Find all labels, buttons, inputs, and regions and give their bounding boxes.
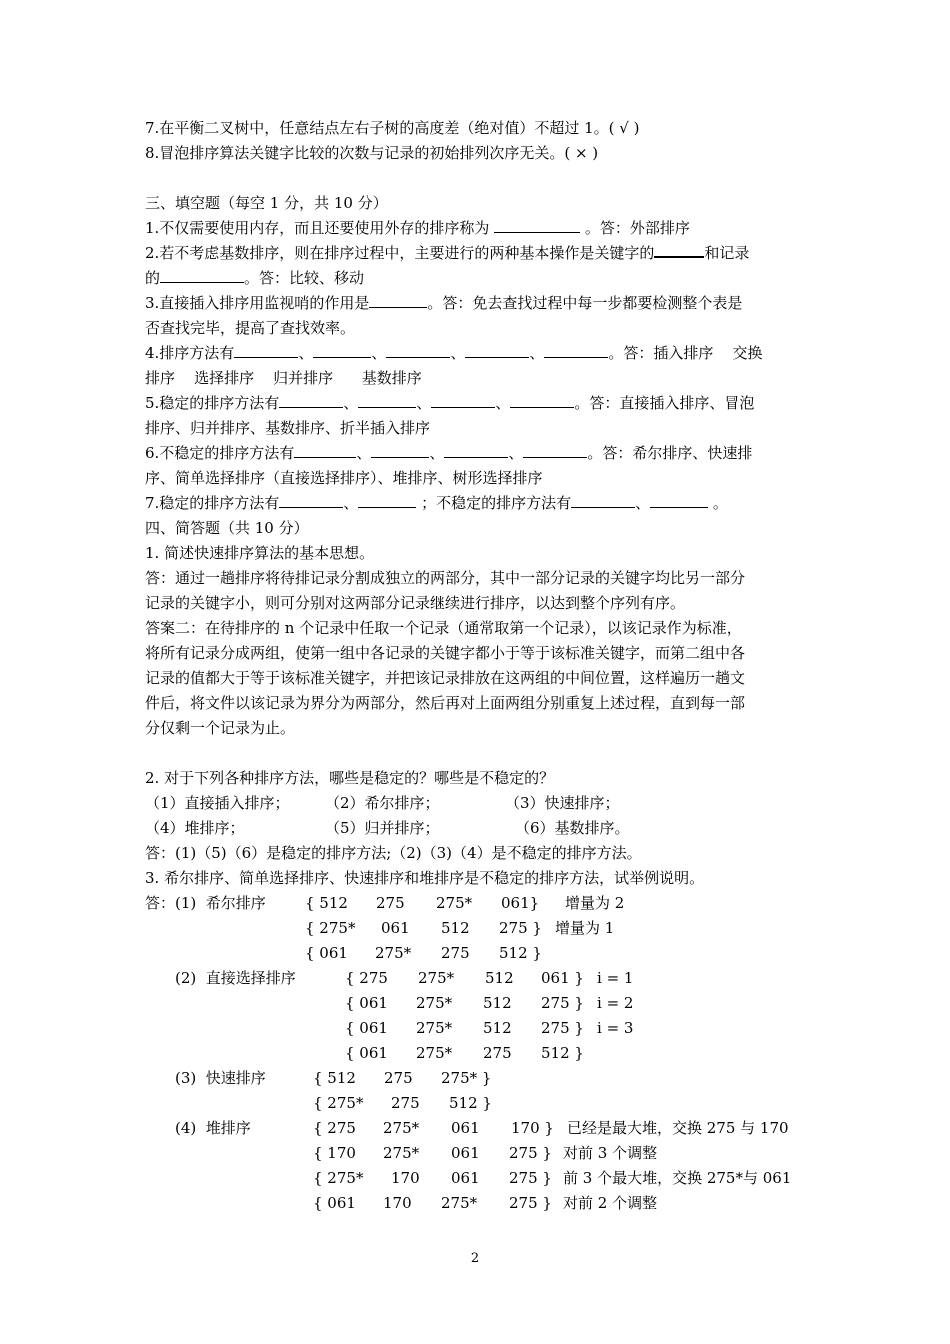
value-cell: 512 }: [541, 1044, 584, 1062]
blank: [358, 493, 416, 508]
method-item: （2）希尔排序；: [325, 794, 440, 812]
value-cell: 061 }: [541, 969, 584, 987]
value-cell: 275 }: [541, 994, 584, 1012]
blank: [279, 493, 343, 508]
fill-question-3-cont: 否查找完毕，提高了查找效率。: [145, 319, 356, 337]
value-cell: 061: [451, 1169, 480, 1187]
method-item: （3）快速排序；: [505, 794, 620, 812]
value-cell: { 275*: [313, 1169, 364, 1187]
value-cell: 275* }: [441, 1069, 492, 1087]
value-cell: 275*: [416, 994, 453, 1012]
value-cell: 512: [485, 969, 514, 987]
blank: [431, 393, 495, 408]
answer-line: 件后，将文件以该记录为界分为两部分，然后再对上面两组分别重复上述过程，直到每一部: [145, 694, 746, 712]
value-cell: { 275*: [313, 1094, 364, 1112]
value-cell: 061: [381, 919, 410, 937]
value-cell: 512: [441, 919, 470, 937]
page-number: 2: [470, 1251, 480, 1266]
step-note: 增量为 2: [565, 894, 625, 912]
value-cell: 275*: [416, 1019, 453, 1037]
fill-question-1: 1.不仅需要使用内存，而且还要使用外存的排序称为 。答：外部排序: [145, 219, 690, 237]
tf-question-8: 8.冒泡排序算法关键字比较的次数与记录的初始排列次序无关。( × ): [145, 144, 599, 162]
short-question-2: 2. 对于下列各种排序方法，哪些是稳定的？哪些是不稳定的？: [145, 769, 555, 787]
value-cell: { 061: [345, 1019, 388, 1037]
step-note: i = 2: [597, 994, 634, 1012]
value-cell: { 275*: [305, 919, 356, 937]
step-note: i = 3: [597, 1019, 634, 1037]
value-cell: 170: [383, 1194, 412, 1212]
value-cell: 275 }: [541, 1019, 584, 1037]
quick-sort-label: (3) 快速排序: [175, 1069, 266, 1087]
fill-question-2-cont: 的 。答：比较、移动: [145, 269, 365, 287]
value-cell: 275*: [383, 1119, 420, 1137]
value-cell: { 061: [345, 1044, 388, 1062]
fill-question-4: 4.排序方法有 、 、 、 、 。答：插入排序 交换: [145, 344, 763, 362]
fill-question-7: 7.稳定的排序方法有 、 ；不稳定的排序方法有 、 。: [145, 494, 728, 512]
value-cell: { 512: [305, 894, 348, 912]
blank: [523, 443, 587, 458]
answer-line: 将所有记录分成两组，使第一组中各记录的关键字都小于等于该标准关键字，而第二组中各: [145, 644, 746, 662]
value-cell: 275*: [375, 944, 412, 962]
method-item: （6）基数排序。: [515, 819, 630, 837]
value-cell: 061: [451, 1119, 480, 1137]
blank: [371, 443, 429, 458]
method-item: （4）堆排序；: [145, 819, 245, 837]
value-cell: 275: [384, 1069, 413, 1087]
value-cell: 275: [391, 1094, 420, 1112]
value-cell: 512 }: [499, 944, 542, 962]
step-note: 增量为 1: [555, 919, 615, 937]
value-cell: 061}: [501, 894, 540, 912]
step-note: 对前 2 个调整: [563, 1194, 658, 1212]
answer-line: 答：(1)（5)（6）是稳定的排序方法;（2)（3)（4）是不稳定的排序方法。: [145, 844, 642, 862]
cross-mark: ×: [574, 144, 588, 162]
value-cell: 061: [451, 1144, 480, 1162]
step-note: 对前 3 个调整: [563, 1144, 658, 1162]
fill-question-3: 3.直接插入排序用监视哨的作用是 。答：免去查找过程中每一步都要检测整个表是: [145, 294, 743, 312]
answer-prefix: 答：: [145, 894, 176, 912]
value-cell: 170 }: [511, 1119, 554, 1137]
blank: [571, 493, 635, 508]
blank: [654, 243, 704, 258]
fill-question-4-cont: 排序 选择排序 归并排序 基数排序: [145, 369, 422, 387]
value-cell: { 275: [345, 969, 388, 987]
value-cell: 275*: [441, 1194, 478, 1212]
value-cell: 512: [483, 1019, 512, 1037]
answer-line: 记录的关键字小，则可分别对这两部分记录继续进行排序，以达到整个序列有序。: [145, 594, 686, 612]
heap-sort-label: (4) 堆排序: [175, 1119, 251, 1137]
value-cell: 275: [483, 1044, 512, 1062]
blank: [234, 343, 298, 358]
fill-question-6: 6.不稳定的排序方法有 、 、 、 。答：希尔排序、快速排: [145, 444, 753, 462]
fill-question-5-cont: 排序、归并排序、基数排序、折半插入排序: [145, 419, 431, 437]
section-title-short: 四、简答题（共 10 分）: [145, 519, 309, 537]
blank: [369, 293, 427, 308]
check-mark: √: [619, 119, 629, 137]
section-title-fill: 三、填空题（每空 1 分，共 10 分）: [145, 194, 388, 212]
answer-line: 答：通过一趟排序将待排记录分割成独立的两部分，其中一部分记录的关键字均比另一部分: [145, 569, 746, 587]
step-note: 已经是最大堆，交换 275 与 170: [567, 1119, 789, 1137]
fill-question-2: 2.若不考虑基数排序，则在排序过程中，主要进行的两种基本操作是关键字的 和记录: [145, 244, 750, 262]
value-cell: { 061: [305, 944, 348, 962]
tf-question-7: 7.在平衡二叉树中，任意结点左右子树的高度差（绝对值）不超过 1。( √ ): [145, 119, 640, 137]
value-cell: 512 }: [449, 1094, 492, 1112]
step-note: 前 3 个最大堆，交换 275*与 061: [563, 1169, 792, 1187]
blank: [465, 343, 529, 358]
short-question-1: 1. 简述快速排序算法的基本思想。: [145, 544, 375, 562]
value-cell: 275*: [383, 1144, 420, 1162]
value-cell: { 170: [313, 1144, 356, 1162]
answer-line: 分仅剩一个记录为止。: [145, 719, 296, 737]
value-cell: 275: [441, 944, 470, 962]
value-cell: 275 }: [509, 1169, 552, 1187]
selection-sort-label: (2) 直接选择排序: [175, 969, 296, 987]
value-cell: { 275: [313, 1119, 356, 1137]
answer-line: 答案二：在待排序的 n 个记录中任取一个记录（通常取第一个记录），以该记录作为标准，: [145, 619, 742, 637]
blank: [444, 443, 508, 458]
blank: [650, 493, 708, 508]
value-cell: { 512: [313, 1069, 356, 1087]
value-cell: 275*: [418, 969, 455, 987]
blank: [358, 393, 416, 408]
blank: [510, 393, 574, 408]
answer-line: 记录的值都大于等于该标准关键字，并把该记录排放在这两组的中间位置，这样遍历一趟文: [145, 669, 746, 687]
value-cell: 275*: [416, 1044, 453, 1062]
value-cell: 275 }: [499, 919, 542, 937]
shell-sort-label: (1) 希尔排序: [175, 894, 266, 912]
value-cell: 170: [391, 1169, 420, 1187]
step-note: i = 1: [597, 969, 634, 987]
value-cell: 275: [376, 894, 405, 912]
value-cell: 512: [483, 994, 512, 1012]
blank: [494, 218, 580, 233]
blank: [313, 343, 371, 358]
method-item: （5）归并排序；: [325, 819, 440, 837]
blank: [544, 343, 608, 358]
value-cell: 275*: [436, 894, 473, 912]
fill-question-5: 5.稳定的排序方法有 、 、 、 。答：直接插入排序、冒泡: [145, 394, 755, 412]
value-cell: { 061: [313, 1194, 356, 1212]
value-cell: 275 }: [509, 1194, 552, 1212]
method-item: （1）直接插入排序；: [145, 794, 290, 812]
fill-question-6-cont: 序、简单选择排序（直接选择排序）、堆排序、树形选择排序: [145, 469, 543, 487]
blank: [160, 268, 244, 283]
value-cell: 275 }: [509, 1144, 552, 1162]
value-cell: { 061: [345, 994, 388, 1012]
blank: [279, 393, 343, 408]
blank: [294, 443, 356, 458]
short-question-3: 3. 希尔排序、简单选择排序、快速排序和堆排序是不稳定的排序方法，试举例说明。: [145, 869, 705, 887]
blank: [386, 343, 450, 358]
